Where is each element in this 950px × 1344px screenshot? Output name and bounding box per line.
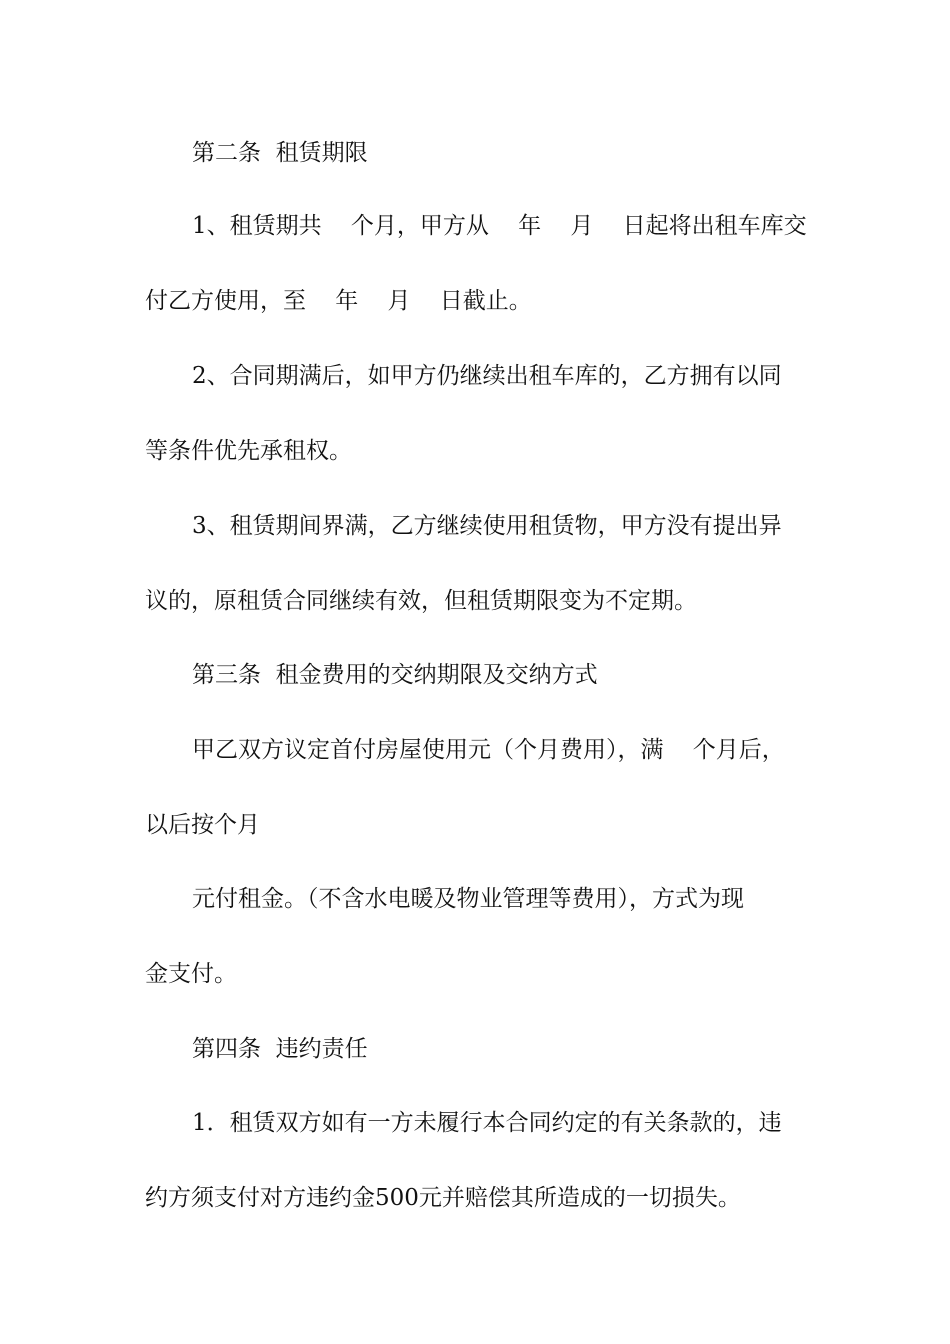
paragraph-line: 1．租赁双方如有一方未履行本合同约定的有关条款的，违 — [192, 1110, 782, 1136]
paragraph-line: 付乙方使用，至 年 月 日截止。 — [145, 288, 532, 314]
article-4-heading: 第四条 违约责任 — [192, 1036, 368, 1062]
article-2-heading: 第二条 租赁期限 — [192, 140, 368, 166]
paragraph-line: 议的，原租赁合同继续有效，但租赁期限变为不定期。 — [145, 588, 697, 614]
paragraph-line: 元付租金。（不含水电暖及物业管理等费用），方式为现 — [192, 886, 744, 912]
paragraph-line: 约方须支付对方违约金500元并赔偿其所造成的一切损失。 — [145, 1185, 741, 1211]
paragraph-line: 2、合同期满后，如甲方仍继续出租车库的，乙方拥有以同 — [192, 363, 782, 389]
paragraph-line: 以后按个月 — [145, 812, 260, 838]
paragraph-line: 1、租赁期共 个月，甲方从 年 月 日起将出租车库交 — [192, 213, 807, 239]
article-3-heading: 第三条 租金费用的交纳期限及交纳方式 — [192, 662, 598, 688]
paragraph-line: 金支付。 — [145, 961, 237, 987]
paragraph-line: 3、租赁期间界满，乙方继续使用租赁物，甲方没有提出异 — [192, 513, 782, 539]
paragraph-line: 等条件优先承租权。 — [145, 438, 352, 464]
paragraph-line: 甲乙双方议定首付房屋使用元（个月费用），满 个月后， — [192, 737, 785, 763]
